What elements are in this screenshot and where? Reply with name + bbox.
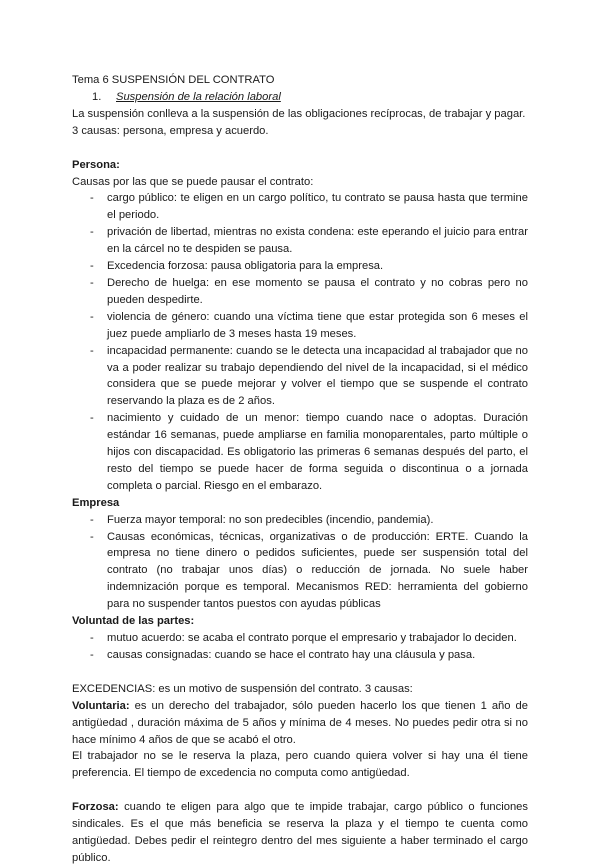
intro-causes: 3 causas: persona, empresa y acuerdo. xyxy=(72,124,269,137)
dash-bullet: - xyxy=(90,412,94,425)
list-item: - Excedencia forzosa: pausa obligatoria para la empresa. xyxy=(72,258,528,275)
voluntaria-label: Voluntaria: xyxy=(72,699,130,712)
dash-bullet: - xyxy=(90,344,94,357)
voluntad-list xyxy=(72,630,528,664)
spacer xyxy=(72,664,528,681)
dash-bullet: - xyxy=(90,530,94,543)
excedencias-intro: EXCEDENCIAS: es un motivo de suspensión del contrato. 3 causas: xyxy=(72,682,413,695)
section-subtitle xyxy=(92,89,528,106)
persona-list xyxy=(72,190,528,494)
list-item: - Fuerza mayor temporal: no son predecibles (incendio, pandemia). xyxy=(72,512,528,529)
list-item: - causas consignadas: cuando se hace el contrato hay una cláusula y pasa. xyxy=(72,647,528,664)
list-item: - incapacidad permanente: cuando se le detecta una incapacidad al trabajador que no va a poder realizar su trabajo dependiendo del nivel de la incapacidad, si el médico considera que se puede mejorar y volver el tiempo que se suspende el contrato reservando la plaza es de 2 años. xyxy=(90,344,528,408)
dash-bullet: - xyxy=(90,192,94,205)
list-item: - violencia de género: cuando una víctima tiene que estar protegida son 6 meses el juez puede ampliarlo de 3 meses hasta 19 meses. xyxy=(90,310,528,340)
forzosa-text: cuando te eligen para algo que te impide trabajar, cargo público o funciones sindicales. Es el que más beneficia se reserva la plaza y el tiempo te cuenta como antigüedad. Debes pedir el reintegro dentro del mes siguiente a haber terminado el cargo público. xyxy=(72,801,528,864)
spacer xyxy=(72,140,528,157)
list-item: - Causas económicas, técnicas, organizativas o de producción: ERTE. Cuando la empresa no tiene dinero o pedidos suficientes, puede ser suspensión total del contrato (no trabajar unos días) o reducción de jornada. No suele haber indemnización porque es temporal. Mecanismos RED: herramienta del gobierno para no suspender tantos puestos con ayudas públicas xyxy=(90,530,528,611)
list-item: - privación de libertad, mientras no exista condena: este eperando el juicio para entrar en la cárcel no te despiden se pausa. xyxy=(90,226,528,256)
list-item: - mutuo acuerdo: se acaba el contrato porque el empresario y trabajador lo deciden. xyxy=(72,630,528,647)
list-item: - cargo público: te eligen en un cargo político, tu contrato se pausa hasta que termine el periodo. xyxy=(90,192,528,222)
list-item: - nacimiento y cuidado de un menor: tiempo cuando nace o adoptas. Duración estándar 16 semanas, puede ampliarse en familia monoparentales, parto múltiple o hijos con discapacidad. Es obligatorio las primeras 6 semanas después del parto, el resto del tiempo se puede hacer de forma seguida o discontinua o a jornada completa o parcial. Riesgo en el embarazo. xyxy=(90,412,528,492)
dash-bullet: - xyxy=(90,513,94,526)
empresa-heading: Empresa xyxy=(72,496,120,509)
persona-lead: Causas por las que se puede pausar el contrato: xyxy=(72,175,314,188)
dash-bullet: - xyxy=(90,648,94,661)
dash-bullet: - xyxy=(90,632,94,644)
dash-bullet: - xyxy=(90,310,94,323)
dash-bullet: - xyxy=(90,276,94,289)
forzosa-label: Forzosa: xyxy=(72,801,119,814)
empresa-list xyxy=(72,512,528,613)
list-item: - Derecho de huelga: en ese momento se pausa el contrato y no cobras pero no pueden despedirte. xyxy=(90,276,528,306)
section-number: 1. xyxy=(92,90,102,103)
voluntaria-paragraph-2: El trabajador no se le reserva la plaza, pero cuando quiera volver si hay una él tiene preferencia. El tiempo de excedencia no computa como antigüedad. xyxy=(72,750,528,780)
forzosa-paragraph xyxy=(72,799,528,867)
voluntad-heading: Voluntad de las partes: xyxy=(72,615,195,628)
dash-bullet: - xyxy=(90,260,94,273)
intro-paragraph: La suspensión conlleva a la suspensión de las obligaciones recíprocas, de trabajar y pagar. xyxy=(72,107,526,120)
dash-bullet: - xyxy=(90,226,94,239)
voluntaria-paragraph xyxy=(72,698,528,749)
spacer xyxy=(72,782,528,799)
persona-heading: Persona: xyxy=(72,158,120,171)
section-subtitle-text: Suspensión de la relación laboral xyxy=(116,90,281,103)
document-title: Tema 6 SUSPENSIÓN DEL CONTRATO xyxy=(72,74,275,86)
voluntaria-text: es un derecho del trabajador, sólo pueden hacerlo los que tienen 1 año de antigüedad , duración máxima de 5 años y mínima de 4 meses. No puedes pedir otra si no hace mínimo 4 años de que se acabó el otro. xyxy=(72,699,528,746)
